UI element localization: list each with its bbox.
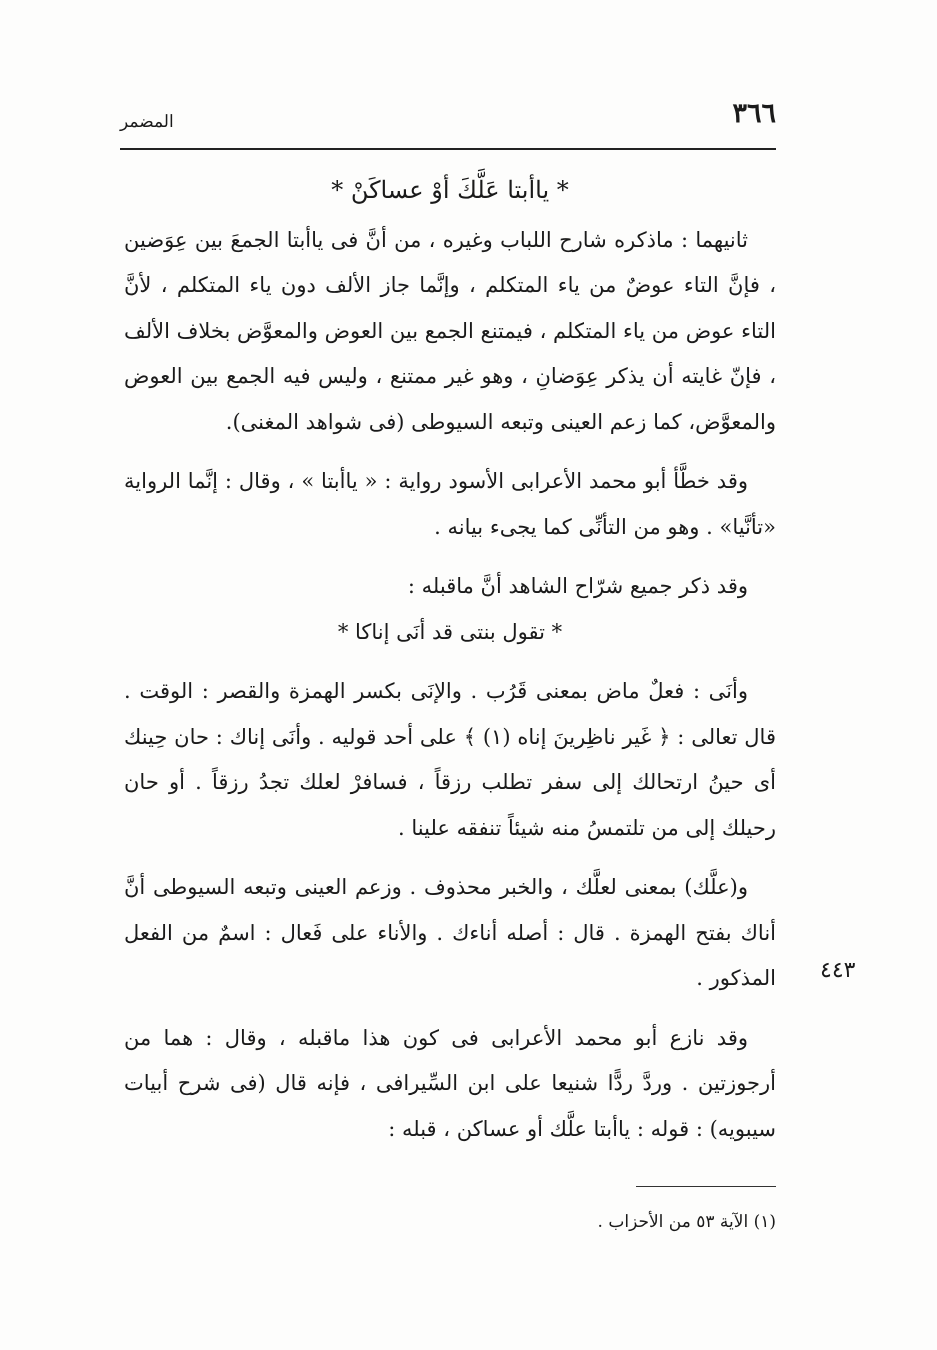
page-header	[120, 98, 776, 144]
verse-line: * ياأبتا عَلَّكَ أوْ عساكَنْ *	[331, 176, 569, 204]
running-title: المضمر	[120, 112, 174, 132]
footnote-rule	[636, 1186, 776, 1187]
paragraph: و(علَّك) بمعنى لعلَّك ، والخبر محذوف . وزعم العينى وتبعه السيوطى أنَّ أناك بفتح الهمزة . قال : أصله أناءك . والأناء على فَعال : اسمٌ من الفعل المذكور .	[124, 875, 776, 990]
paragraph: وقد نازع أبو محمد الأعرابى فى كون هذا ماقبله ، وقال : هما من أرجوزتين . وردَّ ردًّا شنيعا على ابن السِّيرافى ، فإنه قال (فى شرح أبيات سيبويه) : قوله : ياأبتا علَّك أو عساكن ، قبله :	[124, 1025, 776, 1141]
header-rule	[120, 148, 776, 150]
main-text	[124, 168, 776, 1152]
paragraph: ثانيهما : ماذكره شارح اللباب وغيره ، من أنَّ فى ياأبتا الجمعَ بين عِوَضين ، فإنَّ التاء عوضٌ من ياء المتكلم ، وإنَّما جاز الألف دون ياء المتكلم ، لأنَّ التاء عوض من ياء المتكلم ، فيمتنع الجمع بين العوض والمعوَّض بخلاف الألف ، فإنّ غايته أن يذكر عِوَضانِ ، وهو غير ممتنع ، وليس فيه الجمع بين العوض والمعوَّض، كما زعم العينى وتبعه السيوطى (فى شواهد المغنى).	[124, 227, 776, 434]
margin-reference-number: ٤٤٣	[820, 958, 856, 983]
paragraph: وأنَى : فعلٌ ماض بمعنى قَرُب . والإنَى بكسر الهمزة والقصر : الوقت . قال تعالى : ﴿ غَير ناظِرينَ إناه (١) ﴾ على أحد قوليه . وأنَى إناك : حان حِينك أى حينُ ارتحالك إلى سفر تطلب رزقاً ، فسافرْ لعلك تجدُ رزقاً . أو حان رحيلك إلى من تلتمسُ منه شيئاً تنفقه علينا .	[124, 679, 776, 840]
footnote: (١) الآية ٥٣ من الأحزاب .	[597, 1212, 776, 1232]
page-number: ٣٦٦	[732, 98, 776, 129]
paragraph: وقد ذكر جميع شرّاح الشاهد أنَّ ماقبله :	[407, 574, 748, 598]
verse-line: * تقول بنتى قد أنَى إناكا *	[337, 619, 563, 644]
paragraph: وقد خطَّأ أبو محمد الأعرابى الأسود رواية : « ياأبتا » ، وقال : إنَّما الرواية «تأنَّيا» . وهو من التأنِّى كما يجىء بيانه .	[124, 469, 776, 539]
